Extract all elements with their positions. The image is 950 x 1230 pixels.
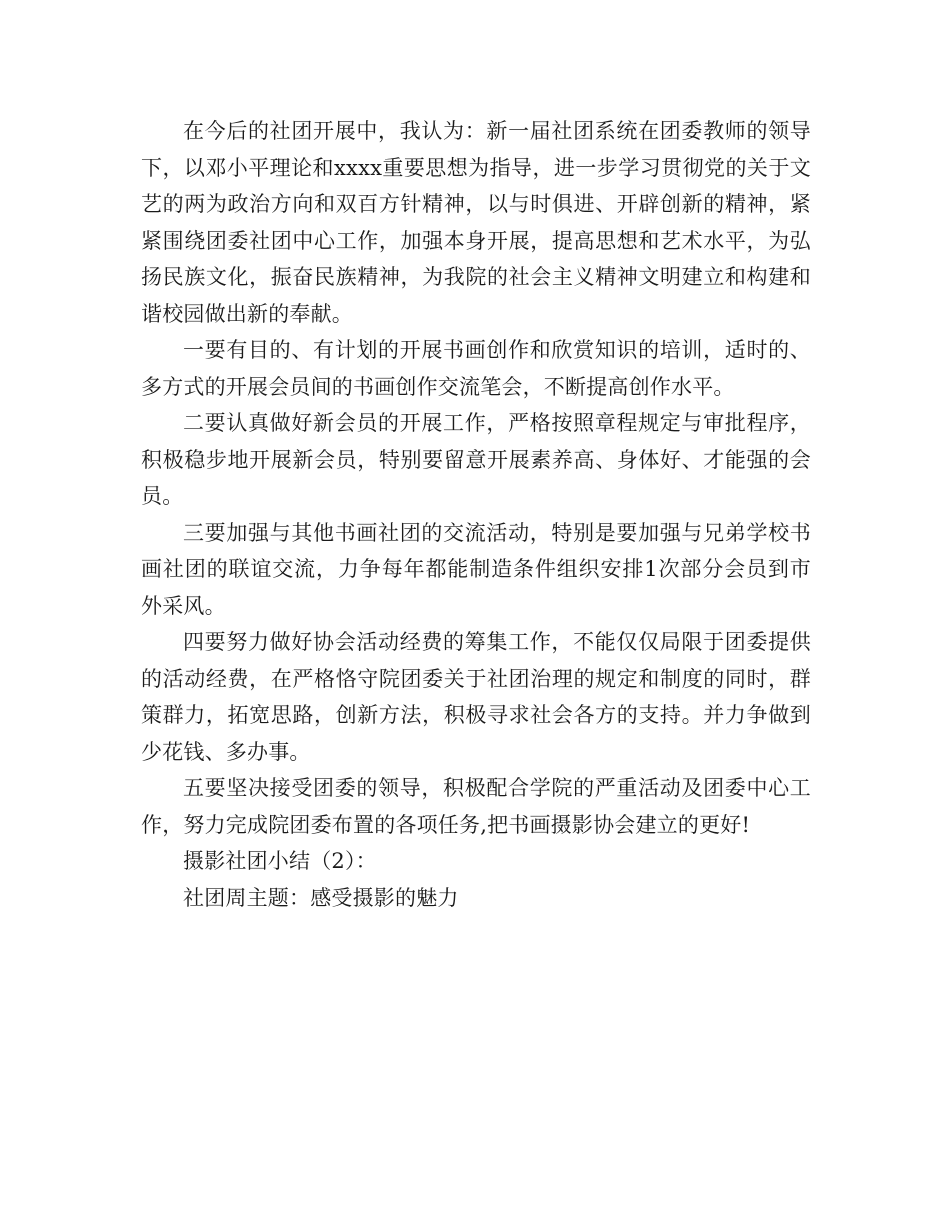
section-heading: 摄影社团小结（2）： — [183, 849, 377, 873]
paragraph-point-3: 三要加强与其他书画社团的交流活动，特别是要加强与兄弟学校书画社团的联谊交流，力争每年都能制造条件组织安排1次部分会员到市外采风。 — [141, 520, 811, 618]
paragraph-intro: 在今后的社团开展中，我认为：新一届社团系统在团委教师的领导下，以邓小平理论和xxxx重要思想为指导，进一步学习贯彻党的关于文艺的两为政治方向和双百方针精神，以与时俱进、开辟创新的精神，紧紧围绕团委社团中心工作，加强本身开展，提高思想和艺术水平，为弘扬民族文化，振奋民族精神，为我院的社会主义精神文明建立和构建和谐校园做出新的奉献。 — [141, 119, 811, 326]
document-body — [141, 113, 811, 916]
paragraph-point-2: 二要认真做好新会员的开展工作，严格按照章程规定与审批程序，积极稳步地开展新会员，特别要留意开展素养高、身体好、才能强的会员。 — [141, 411, 811, 508]
theme-line: 社团周主题：感受摄影的魅力 — [183, 885, 459, 910]
paragraph-point-1: 一要有目的、有计划的开展书画创作和欣赏知识的培训，适时的、多方式的开展会员间的书画创作交流笔会，不断提高创作水平。 — [141, 338, 811, 399]
paragraph-point-5: 五要坚决接受团委的领导，积极配合学院的严重活动及团委中心工作，努力完成院团委布置的各项任务,把书画摄影协会建立的更好! — [141, 776, 811, 837]
paragraph-point-4: 四要努力做好协会活动经费的筹集工作，不能仅仅局限于团委提供的活动经费，在严格恪守院团委关于社团治理的规定和制度的同时，群策群力，拓宽思路，创新方法，积极寻求社会各方的支持。并力争做到少花钱、多办事。 — [141, 630, 811, 764]
